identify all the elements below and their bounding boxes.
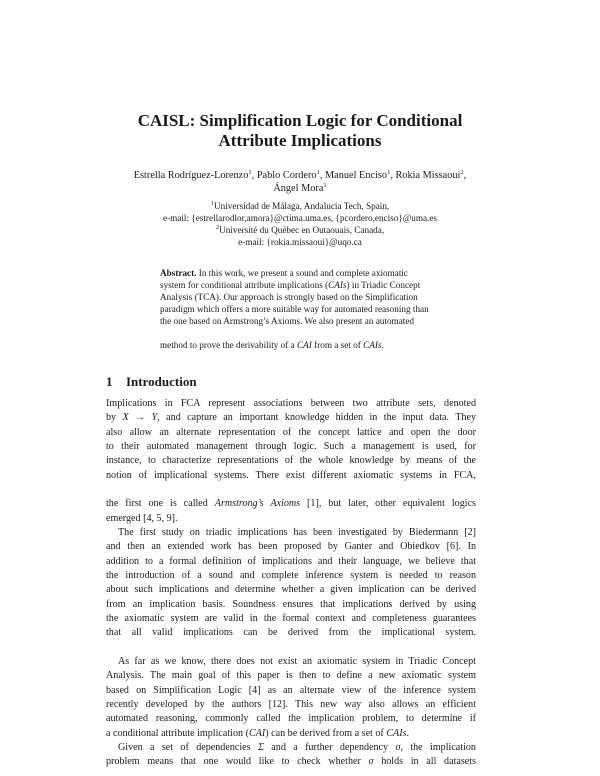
authors-line-2 — [0, 182, 600, 195]
body-line: automated reasoning, commonly called the implication problem, to determine if — [106, 713, 476, 725]
authors-line-1: Estrella Rodríguez-Lorenzo$^1$, Pablo Cordero$^1$, Manuel Enciso$^1$, Rokia Missaoui$^2$, — [133, 169, 467, 181]
body-line: The first study on triadic implications has been investigated by Biedermann [2] — [118, 527, 476, 538]
section-title: Introduction — [126, 374, 197, 389]
body-line: recently developed by the authors [12]. This new way also allows an efficient — [106, 699, 476, 711]
affiliation-1-email: e-mail: {estrellarodlor,amora}@ctima.uma.es, {pcordero,enciso}@uma.es — [163, 213, 437, 223]
abstract-line: method to prove the derivability of a CAI from a set of CAIs. — [160, 340, 384, 350]
paragraph-2 — [106, 526, 476, 655]
body-line: problem means that one would like to check whether σ holds in all datasets — [106, 756, 477, 768]
body-line: from an implication basis. Soundness ensures that implications derived by using — [106, 598, 476, 610]
abstract-line: system for conditional attribute implications (CAIs) in Triadic Concept — [160, 280, 421, 290]
abstract — [160, 267, 458, 351]
body-line: that all valid implications can be derived from the implicational system. — [106, 627, 476, 639]
affiliation-mark: 1 — [323, 182, 327, 189]
affiliation-mark: 1 — [248, 169, 252, 176]
body-line: addition to a formal definition of implications and their language, we believe that — [106, 555, 476, 567]
body-line: Implications in FCA represent associations between two attribute sets, denoted — [106, 398, 476, 409]
abstract-line: the one based on Armstrong’s Axioms. We also present an automated — [160, 316, 414, 326]
affiliation-1: $^1$Universidad de Málaga, Andalucía Tech, Spain, — [210, 200, 390, 211]
affiliation-mark: 1 — [210, 200, 214, 207]
affiliation-mark: 1 — [387, 169, 391, 176]
body-line: to their automated management through logic. Such a management is used, for — [106, 441, 476, 453]
body-line: about such implications and determine whether a given implication can be derived — [106, 584, 476, 596]
abstract-line: Abstract. In this work, we present a sound and complete axiomatic — [160, 268, 409, 278]
body-line: the axiomatic system are valid in the formal context and completeness guarantees — [106, 613, 476, 625]
affiliation-mark: 1 — [316, 169, 320, 176]
author-name: Estrella Rodríguez-Lorenzo — [133, 170, 249, 181]
author-name: Pablo Cordero — [256, 170, 317, 181]
abstract-line: Analysis (TCA). Our approach is strongly based on the Simplification — [160, 292, 418, 302]
body-line: Given a set of dependencies Σ and a further dependency σ, the implication — [118, 742, 476, 753]
paper-title-line-2: Attribute Implications — [218, 131, 382, 150]
body-line: also allow an alternate representation of the concept lattice and open the door — [106, 426, 476, 438]
affiliation-mark: 2 — [460, 169, 464, 176]
affiliation-mark: 2 — [215, 224, 220, 231]
author-name: Ángel Mora — [273, 183, 324, 194]
body-line — [106, 483, 476, 497]
body-line: and then an extended work has been proposed by Ganter and Obiedkov [6]. In — [106, 541, 476, 553]
body-line: notion of implicational systems. There exist different axiomatic systems in FCA, — [106, 469, 476, 481]
body-line: the first one is called Armstrong’s Axioms [1], but later, other equivalent logics — [106, 498, 476, 510]
paragraph-4 — [106, 741, 476, 770]
body-line: As far as we know, there does not exist an axiomatic system in Triadic Concept — [118, 656, 476, 667]
body-line: emerged [4, 5, 9]. — [106, 512, 178, 524]
author-name: Manuel Enciso — [325, 170, 388, 181]
abstract-heading: Abstract. — [160, 268, 197, 278]
author-name: Rokia Missaoui — [395, 170, 461, 181]
paragraph-1 — [106, 397, 476, 526]
abstract-line: paradigm which offers a more suitable way for automated reasoning than — [160, 304, 429, 314]
abstract-line — [160, 327, 458, 339]
body-line: by X → Y, and capture an important knowledge hidden in the input data. They — [106, 412, 476, 424]
body-line: a conditional attribute implication (CAI) can be derived from a set of CAIs. — [106, 727, 410, 739]
section-number: 1 — [106, 374, 113, 389]
body-line: instance, to characterize representations of the whole knowledge by means of the — [106, 455, 476, 467]
body-line: Analysis. The main goal of this paper is then to define a new axiomatic system — [106, 670, 476, 682]
paragraph-3 — [106, 655, 476, 741]
affiliation-2: $^2$Université du Québec en Outaouais, Canada, — [215, 224, 385, 235]
section-heading-introduction — [106, 374, 197, 390]
body-line — [106, 641, 476, 655]
body-line: the introduction of a sound and complete inference system is needed to reason — [106, 570, 476, 582]
affiliation-2-email: e-mail: {rokia.missaoui}@uqo.ca — [238, 237, 362, 247]
paper-title-line-1: CAISL: Simplification Logic for Conditional — [137, 111, 463, 130]
body-line: based on Simplification Logic [4] as an alternate view of the inference system — [106, 684, 476, 696]
